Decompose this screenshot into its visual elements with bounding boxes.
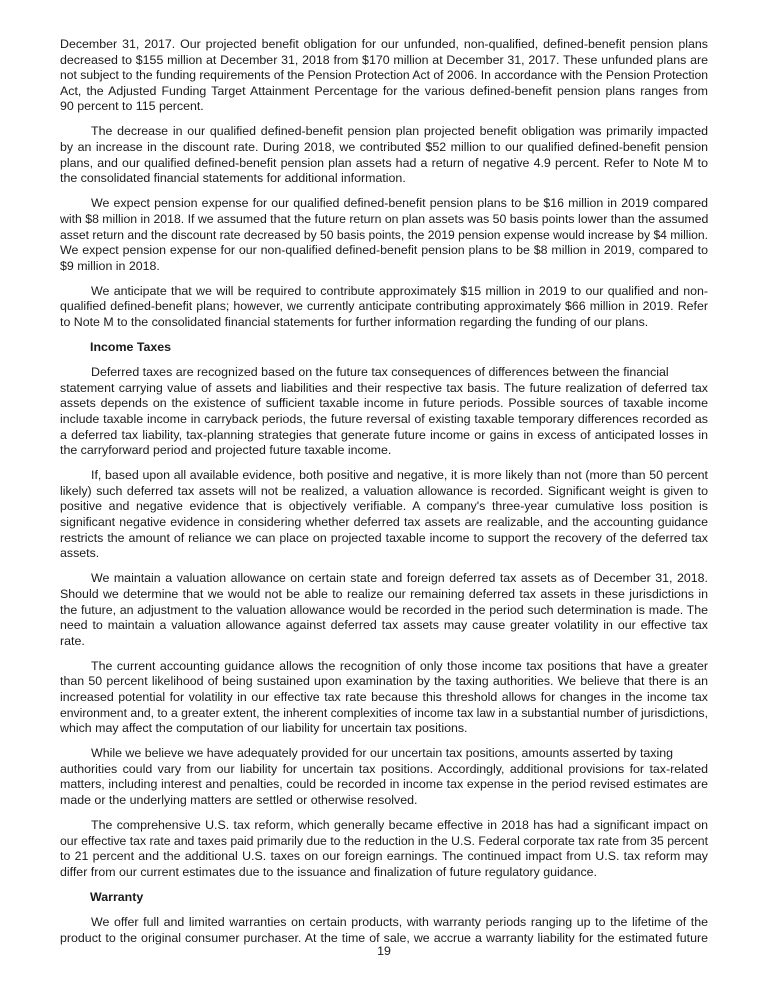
text-line: our effective tax rate and taxes paid primarily due to the reduction in the U.S. Federal corporate tax rate from 35 percent — [60, 833, 708, 848]
text-line: increased potential for volatility in our effective tax rate because this threshold allows for changes in the income tax — [60, 689, 708, 704]
text-line: significant negative evidence in considering whether deferred tax assets are realizable, and the accounting guidance — [60, 515, 708, 530]
text-line: We expect pension expense for our non-qualified defined-benefit pension plans to be $8 million in 2019, compared to — [60, 243, 708, 258]
text-line: decreased to $155 million at December 31, 2018 from $170 million at December 31, 2017. These unfunded plans are — [60, 52, 708, 67]
paragraph — [60, 818, 708, 880]
text-line: restricts the amount of reliance we can place on projected taxable income to support the recovery of the deferred tax — [60, 530, 708, 545]
text-line: matters, including interest and penalties, could be recorded in income tax expense in the period revised estimates are — [60, 777, 708, 792]
paragraph — [60, 468, 708, 562]
text-line: 90 percent to 115 percent. — [60, 99, 204, 114]
paragraph — [60, 284, 708, 331]
text-line: The current accounting guidance allows the recognition of only those income tax positions that have a greater — [91, 658, 708, 673]
heading-text: Income Taxes — [90, 340, 172, 355]
text-line: differ from our current estimates due to the issuance and finalization of future regulatory guidance. — [60, 864, 598, 879]
text-line: the consolidated financial statements for additional information. — [60, 171, 406, 186]
text-line: If, based upon all available evidence, both positive and negative, it is more likely than not (more than 50 percent — [91, 468, 708, 483]
text-line: rate. — [60, 633, 85, 648]
text-line: made or the underlying matters are settled or otherwise resolved. — [60, 793, 418, 808]
document-body — [60, 37, 708, 956]
text-line: not subject to the funding requirements of the Pension Protection Act of 2006. In accordance with the Pension Protection — [60, 68, 708, 83]
text-line: product to the original consumer purchaser. At the time of sale, we accrue a warranty liability for the estimated future — [60, 930, 708, 945]
text-line: to 21 percent and the additional U.S. taxes on our foreign earnings. The continued impact from U.S. tax reform may — [60, 849, 708, 864]
text-line: The decrease in our qualified defined-benefit pension plan projected benefit obligation was primarily impacted — [91, 124, 708, 139]
text-line: to Note M to the consolidated financial statements for further information regarding the funding of our plans. — [60, 315, 649, 329]
text-line: The comprehensive U.S. tax reform, which generally became effective in 2018 has had a significant impact on — [91, 818, 708, 833]
text-line: which may affect the computation of our liability for uncertain tax positions. — [60, 721, 468, 736]
text-line: the future, an adjustment to the valuation allowance would be recorded in the period such determination is made. The — [60, 602, 708, 617]
text-line: $9 million in 2018. — [60, 258, 160, 273]
text-line: need to maintain a valuation allowance against deferred tax assets may cause greater volatility in our effective tax — [60, 618, 708, 633]
text-line: assets depends on the existence of sufficient taxable income in future periods. Possible sources of taxable income — [60, 396, 708, 411]
paragraph — [60, 124, 708, 186]
heading-text: Warranty — [90, 890, 144, 904]
text-line: December 31, 2017. Our projected benefit obligation for our unfunded, non-qualified, defined-benefit pension plans — [60, 37, 708, 51]
text-line: Deferred taxes are recognized based on the future tax consequences of differences between the financial — [91, 365, 669, 380]
text-line: statement carrying value of assets and liabilities and their respective tax basis. The future realization of deferred tax — [60, 380, 708, 395]
paragraph — [60, 196, 708, 274]
text-line: We expect pension expense for our qualified defined-benefit pension plans to be $16 million in 2019 compared — [91, 196, 708, 211]
paragraph — [60, 571, 708, 649]
text-line: While we believe we have adequately provided for our uncertain tax positions, amounts asserted by taxing — [91, 746, 674, 761]
paragraph — [60, 915, 708, 946]
text-line: plans, and our qualified defined-benefit pension plan assets had a return of negative 4.9 percent. Refer to Note M to — [60, 155, 708, 170]
page-number: 19 — [377, 944, 391, 958]
text-line: include taxable income in carryback periods, the future reversal of existing taxable temporary differences recorded as — [60, 411, 708, 426]
text-line: We offer full and limited warranties on certain products, with warranty periods ranging up to the lifetime of the — [91, 915, 708, 930]
paragraph — [60, 746, 708, 808]
text-line: asset return and the discount rate decreased by 50 basis points, the 2019 pension expense would increase by $4 million. — [60, 227, 708, 242]
text-line: by an increase in the discount rate. During 2018, we contributed $52 million to our qualified defined-benefit pension — [60, 140, 708, 155]
text-line: assets. — [60, 546, 100, 561]
text-line: with $8 million in 2018. If we assumed that the future return on plan assets was 50 basis points lower than the assumed — [60, 211, 709, 226]
text-line: positive and negative evidence that is objectively verifiable. A company's three-year cumulative loss position is — [60, 499, 708, 514]
text-line: likely) such deferred tax assets will not be realized, a valuation allowance is recorded. Significant weight is given to — [60, 483, 708, 498]
text-line: environment and, to a greater extent, the inherent complexities of income tax law in a substantial number of jurisdictions, — [60, 705, 708, 720]
text-line: authorities could vary from our liability for uncertain tax positions. Accordingly, additional provisions for tax-related — [60, 761, 708, 776]
text-line: Should we determine that we would not be able to realize our remaining deferred tax assets in these jurisdictions in — [60, 586, 708, 601]
section-heading — [60, 890, 708, 906]
paragraph — [60, 365, 708, 459]
paragraph — [60, 37, 708, 115]
text-line: qualified defined-benefit plans; however, we currently anticipate contributing approximately $66 million in 2019. Refer — [60, 299, 708, 314]
text-line: a deferred tax liability, tax-planning strategies that generate future income or gains in excess of anticipated losses in — [60, 427, 708, 442]
text-line: Act, the Adjusted Funding Target Attainment Percentage for the various defined-benefit pension plans ranges from — [60, 83, 708, 98]
text-line: the carryforward period and projected future taxable income. — [60, 443, 392, 458]
paragraph — [60, 659, 708, 737]
text-line: than 50 percent likelihood of being sustained upon examination by the taxing authorities. We believe that there is an — [60, 674, 708, 689]
text-line: We maintain a valuation allowance on certain state and foreign deferred tax assets as of December 31, 2018. — [91, 571, 708, 586]
text-line: We anticipate that we will be required to contribute approximately $15 million in 2019 to our qualified and non- — [91, 283, 708, 298]
section-heading — [60, 340, 708, 356]
